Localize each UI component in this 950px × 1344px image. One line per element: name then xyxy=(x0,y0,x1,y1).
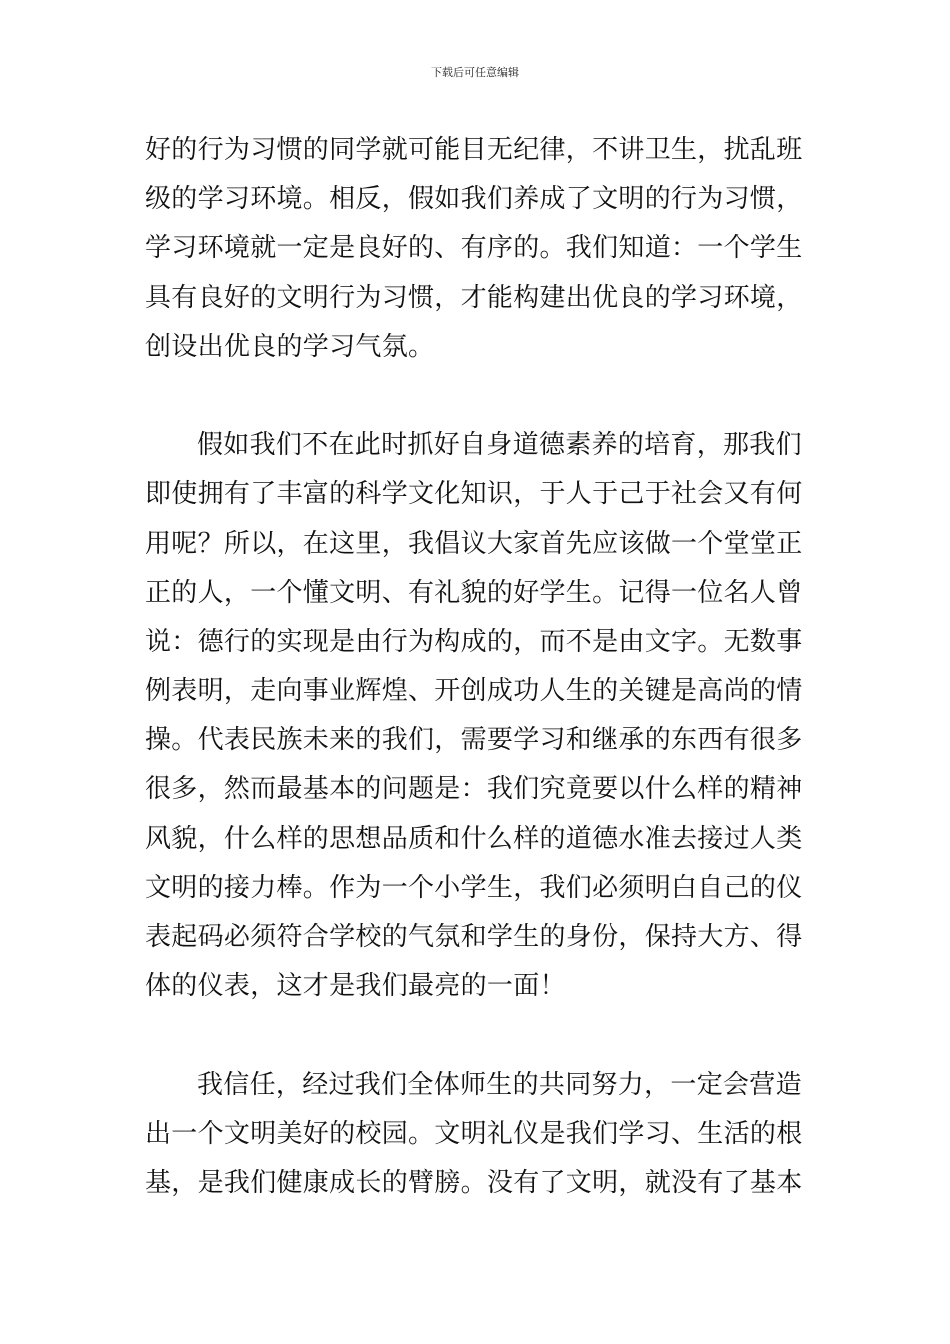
document-body xyxy=(0,126,950,1208)
text-line: 好的行为习惯的同学就可能目无纪律，不讲卫生，扰乱班 xyxy=(145,135,803,165)
paragraph-spacer xyxy=(0,372,950,421)
text-line: 我信任，经过我们全体师生的共同努力，一定会营造 xyxy=(197,1069,802,1100)
text-line: 假如我们不在此时抓好自身道德素养的培育，那我们 xyxy=(197,430,802,461)
text-line: 例表明，走向事业辉煌、开创成功人生的关键是高尚的情 xyxy=(145,676,803,707)
text-line: 学习环境就一定是良好的、有序的。我们知道：一个学生 xyxy=(145,233,803,264)
paragraph-2 xyxy=(0,421,950,1011)
paragraph-spacer xyxy=(0,1011,950,1060)
text-line: 级的学习环境。相反，假如我们养成了文明的行为习惯， xyxy=(145,184,803,215)
text-line: 体的仪表，这才是我们最亮的一面！ xyxy=(145,971,566,1002)
text-line: 文明的接力棒。作为一个小学生，我们必须明白自己的仪 xyxy=(145,872,803,903)
text-line: 风貌，什么样的思想品质和什么样的道德水准去接过人类 xyxy=(145,823,803,854)
text-line: 具有良好的文明行为习惯，才能构建出优良的学习环境， xyxy=(145,282,803,313)
text-line: 出一个文明美好的校园。文明礼仪是我们学习、生活的根 xyxy=(145,1118,803,1149)
text-line: 创设出优良的学习气氛。 xyxy=(145,331,435,362)
text-line: 很多，然而最基本的问题是：我们究竟要以什么样的精神 xyxy=(145,774,803,805)
text-line: 基，是我们健康成长的臂膀。没有了文明，就没有了基本 xyxy=(145,1167,803,1198)
text-line: 正的人，一个懂文明、有礼貌的好学生。记得一位名人曾 xyxy=(145,577,803,608)
text-line: 用呢？所以，在这里，我倡议大家首先应该做一个堂堂正 xyxy=(145,528,803,559)
text-line: 表起码必须符合学校的气氛和学生的身份，保持大方、得 xyxy=(145,922,803,952)
paragraph-3 xyxy=(0,1061,950,1209)
text-line: 说：德行的实现是由行为构成的，而不是由文字。无数事 xyxy=(145,626,803,657)
page-header: 下载后可任意编辑 xyxy=(431,66,519,79)
paragraph-1 xyxy=(0,126,950,372)
text-line: 操。代表民族未来的我们，需要学习和继承的东西有很多 xyxy=(145,725,803,756)
text-line: 即使拥有了丰富的科学文化知识，于人于己于社会又有何 xyxy=(145,479,803,510)
